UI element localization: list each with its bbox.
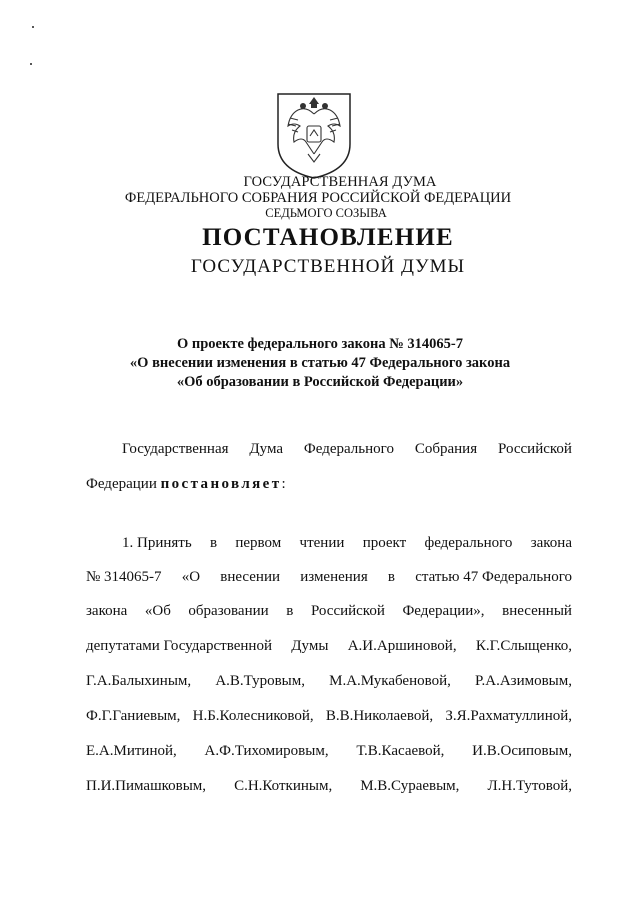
paragraph-word: проект (362, 535, 407, 551)
org-line-3: СЕДЬМОГО СОЗЫВА (265, 206, 387, 220)
paragraph-word: в (387, 569, 396, 585)
paragraph-word: внесении (220, 569, 281, 585)
paragraph-word: закона (86, 603, 128, 619)
paragraph-word: в (286, 603, 294, 619)
subject-line-2: «О внесении изменения в статью 47 Федерального закона (129, 355, 511, 371)
paragraph-word: Российской (310, 603, 385, 619)
paragraph-word: М.А.Мукабеновой, (329, 673, 451, 689)
org-line-1: ГОСУДАРСТВЕННАЯ ДУМА (243, 174, 437, 190)
paragraph-word: Н.Б.Колесниковой, (192, 708, 314, 724)
paragraph-line (86, 778, 572, 795)
paragraph-word: «Об (144, 603, 171, 619)
resolves-word: постановляет (160, 476, 282, 492)
paragraph-line (86, 569, 572, 586)
paragraph-word: И.В.Осиповым, (472, 743, 572, 759)
preamble-colon: : (281, 476, 286, 492)
paragraph-word: М.В.Сураевым, (360, 778, 460, 794)
org-line-2: ФЕДЕРАЛЬНОГО СОБРАНИЯ РОССИЙСКОЙ ФЕДЕРАЦИИ (124, 190, 512, 206)
paragraph-word: образовании (188, 603, 269, 619)
paragraph-word: Думы (291, 638, 329, 654)
paragraph-word: А.И.Аршиновой, (347, 638, 457, 654)
paragraph-word: Федерации», (402, 603, 485, 619)
paragraph-word: 1. Принять (122, 535, 192, 551)
paragraph-word: В.В.Николаевой, (325, 708, 434, 724)
paragraph-word: депутатами Государственной (86, 638, 272, 654)
paragraph-word: К.Г.Слыщенко, (475, 638, 572, 654)
paragraph-word: первом (235, 535, 282, 551)
paragraph-word: чтении (299, 535, 345, 551)
paragraph-word: «О (181, 569, 201, 585)
paragraph-word: П.И.Пимашковым, (86, 778, 207, 794)
paragraph-line (86, 603, 572, 620)
paragraph-word: федерального (424, 535, 513, 551)
paragraph-word: Г.А.Балыхиным, (86, 673, 192, 689)
paragraph-word: внесенный (502, 603, 572, 619)
preamble-text: Федерации (86, 476, 161, 492)
document-subtitle: ГОСУДАРСТВЕННОЙ ДУМЫ (190, 256, 466, 277)
paragraph-word: Т.В.Касаевой, (356, 743, 445, 759)
paragraph-word: закона (530, 535, 572, 551)
paragraph-word: изменения (300, 569, 368, 585)
preamble-word: Собрания (414, 441, 478, 457)
paragraph-line (86, 708, 572, 725)
preamble-word: Дума (249, 441, 284, 457)
paragraph-word: Е.А.Митиной, (86, 743, 177, 759)
preamble-line-2 (86, 476, 572, 493)
document-title: ПОСТАНОВЛЕНИЕ (202, 224, 454, 251)
preamble-word: Федерального (303, 441, 394, 457)
paragraph-word: А.Ф.Тихомировым, (204, 743, 329, 759)
subject-line-1: О проекте федерального закона № 314065-7 (176, 336, 464, 352)
scan-speck (32, 26, 34, 28)
preamble-word: Государственная (122, 441, 229, 457)
paragraph-line (86, 743, 572, 760)
subject-line-3: «Об образовании в Российской Федерации» (176, 374, 464, 390)
paragraph-line (122, 535, 572, 552)
paragraph-line (86, 638, 572, 655)
paragraph-word: А.В.Туровым, (215, 673, 305, 689)
scan-speck (30, 63, 32, 65)
paragraph-word: в (209, 535, 218, 551)
coat-of-arms-emblem (276, 92, 352, 180)
paragraph-word: № 314065-7 (86, 569, 162, 585)
paragraph-word: Р.А.Азимовым, (475, 673, 572, 689)
paragraph-word: З.Я.Рахматуллиной, (445, 708, 572, 724)
paragraph-word: Л.Н.Тутовой, (487, 778, 572, 794)
preamble-word: Российской (498, 441, 572, 457)
paragraph-line (86, 673, 572, 690)
paragraph-word: С.Н.Коткиным, (234, 778, 333, 794)
preamble-line-1 (122, 441, 572, 458)
paragraph-word: Ф.Г.Ганиевым, (86, 708, 181, 724)
paragraph-word: статью 47 Федерального (415, 569, 572, 585)
